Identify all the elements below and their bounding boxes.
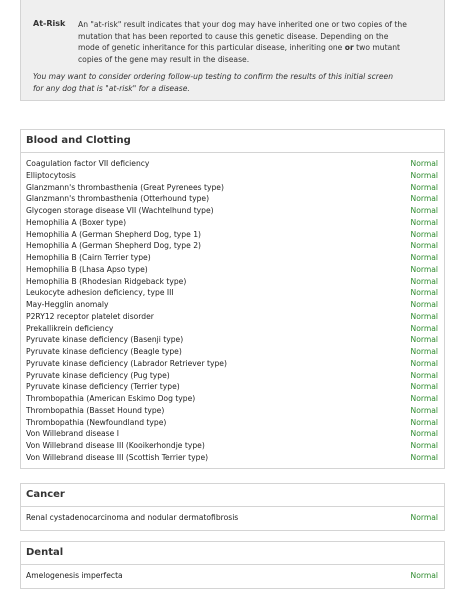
- result-status: Normal: [410, 311, 438, 321]
- at-risk-info-box: [20, 0, 445, 101]
- section-blood-and-clotting: [20, 129, 445, 469]
- disease-name: P2RY12 receptor platelet disorder: [26, 311, 154, 321]
- result-status: Normal: [410, 452, 438, 462]
- at-risk-label: At-Risk: [33, 19, 66, 28]
- result-row: [21, 252, 444, 264]
- result-row: [21, 346, 444, 358]
- result-row: [21, 287, 444, 299]
- result-row: [21, 217, 444, 229]
- disease-name: Hemophilia B (Rhodesian Ridgeback type): [26, 276, 187, 286]
- result-row: [21, 193, 444, 205]
- result-row: [21, 358, 444, 370]
- disease-name: Pyruvate kinase deficiency (Pug type): [26, 370, 170, 380]
- result-row: [21, 264, 444, 276]
- disease-name: Hemophilia B (Cairn Terrier type): [26, 253, 151, 262]
- result-status: Normal: [410, 217, 438, 227]
- result-status: Normal: [410, 241, 438, 251]
- at-risk-line-text: two mutant: [353, 43, 401, 52]
- note-line: for any dog that is "at-risk" for a disease.: [33, 83, 190, 93]
- result-row: [21, 393, 444, 405]
- disease-name: Glanzmann's thrombasthenia (Otterhound type): [26, 194, 210, 204]
- result-row: [21, 229, 444, 241]
- results-list: [21, 512, 444, 524]
- result-row: [21, 512, 444, 524]
- at-risk-line: mutation that has been reported to cause this genetic disease. Depending on the: [78, 31, 389, 41]
- result-status: Normal: [410, 441, 438, 450]
- result-row: [21, 323, 444, 335]
- disease-name: Thrombopathia (Basset Hound type): [26, 405, 165, 415]
- result-status: Normal: [410, 253, 438, 262]
- result-status: Normal: [410, 276, 438, 286]
- result-status: Normal: [410, 229, 438, 239]
- section-title: Cancer: [26, 489, 65, 500]
- note-line: You may want to consider ordering follow-up testing to confirm the results of this initial screen: [33, 72, 394, 81]
- at-risk-line: [78, 42, 436, 54]
- disease-name: Renal cystadenocarcinoma and nodular dermatofibrosis: [26, 513, 239, 522]
- result-row: [21, 440, 444, 452]
- result-status: Normal: [410, 394, 438, 403]
- result-row: [21, 428, 444, 440]
- result-status: Normal: [410, 323, 438, 333]
- results-list: [21, 158, 444, 464]
- result-status: Normal: [410, 429, 438, 439]
- result-row: [21, 158, 444, 170]
- disease-name: Von Willebrand disease I: [26, 429, 119, 439]
- disease-name: Amelogenesis imperfecta: [26, 571, 123, 580]
- result-row: [21, 381, 444, 393]
- disease-name: Leukocyte adhesion deficiency, type III: [26, 288, 174, 298]
- result-status: Normal: [410, 264, 438, 274]
- disease-name: Von Willebrand disease III (Kooikerhondje type): [26, 441, 205, 450]
- at-risk-emphasis-or: or: [344, 43, 354, 52]
- section-dental: [20, 541, 445, 589]
- result-row: [21, 276, 444, 288]
- result-row: [21, 205, 444, 217]
- result-status: Normal: [410, 194, 438, 204]
- disease-name: Elliptocytosis: [26, 170, 76, 180]
- section-header: [21, 542, 444, 565]
- result-status: Normal: [410, 206, 438, 215]
- result-row: [21, 170, 444, 182]
- section-title: Blood and Clotting: [26, 135, 131, 146]
- result-row: [21, 334, 444, 346]
- result-status: Normal: [410, 370, 438, 380]
- result-status: Normal: [410, 182, 438, 192]
- disease-name: Thrombopathia (American Eskimo Dog type): [26, 394, 196, 403]
- disease-name: May-Hegglin anomaly: [26, 300, 109, 309]
- result-status: Normal: [410, 300, 438, 309]
- disease-name: Hemophilia A (German Shepherd Dog, type 2): [26, 241, 201, 251]
- result-status: Normal: [410, 170, 438, 180]
- at-risk-line: An "at-risk" result indicates that your dog may have inherited one or two copies of the: [78, 20, 407, 29]
- results-list: [21, 570, 444, 582]
- result-status: Normal: [410, 159, 438, 168]
- result-row: [21, 570, 444, 582]
- result-row: [21, 417, 444, 429]
- disease-name: Coagulation factor VII deficiency: [26, 159, 150, 168]
- result-status: Normal: [410, 571, 438, 580]
- disease-name: Pyruvate kinase deficiency (Beagle type): [26, 347, 182, 356]
- disease-name: Hemophilia A (German Shepherd Dog, type 1): [26, 229, 201, 239]
- result-row: [21, 182, 444, 194]
- result-row: [21, 370, 444, 382]
- result-status: Normal: [410, 382, 438, 392]
- at-risk-line: copies of the gene may result in the disease.: [78, 54, 250, 64]
- result-status: Normal: [410, 335, 438, 345]
- disease-name: Hemophilia A (Boxer type): [26, 217, 127, 227]
- at-risk-description: [78, 19, 436, 65]
- result-row: [21, 311, 444, 323]
- section-cancer: [20, 483, 445, 531]
- result-status: Normal: [410, 405, 438, 415]
- result-row: [21, 240, 444, 252]
- section-header: [21, 484, 444, 507]
- result-row: [21, 299, 444, 311]
- result-status: Normal: [410, 288, 438, 298]
- at-risk-followup-note: [33, 71, 433, 94]
- section-header: [21, 130, 444, 153]
- result-status: Normal: [410, 347, 438, 356]
- section-title: Dental: [26, 547, 64, 558]
- at-risk-line-text: mode of genetic inheritance for this particular disease, inheriting one: [78, 43, 345, 52]
- result-status: Normal: [410, 358, 438, 368]
- disease-name: Thrombopathia (Newfoundland type): [26, 417, 167, 427]
- result-status: Normal: [410, 417, 438, 427]
- disease-name: Glanzmann's thrombasthenia (Great Pyrenees type): [26, 182, 224, 192]
- disease-name: Pyruvate kinase deficiency (Basenji type): [26, 335, 184, 345]
- result-row: [21, 405, 444, 417]
- disease-name: Hemophilia B (Lhasa Apso type): [26, 264, 148, 274]
- disease-name: Glycogen storage disease VII (Wachtelhund type): [26, 206, 214, 215]
- disease-name: Prekallikrein deficiency: [26, 323, 114, 333]
- result-row: [21, 452, 444, 464]
- disease-name: Von Willebrand disease III (Scottish Terrier type): [26, 452, 209, 462]
- disease-name: Pyruvate kinase deficiency (Terrier type): [26, 382, 180, 392]
- disease-name: Pyruvate kinase deficiency (Labrador Retriever type): [26, 358, 227, 368]
- result-status: Normal: [410, 513, 438, 522]
